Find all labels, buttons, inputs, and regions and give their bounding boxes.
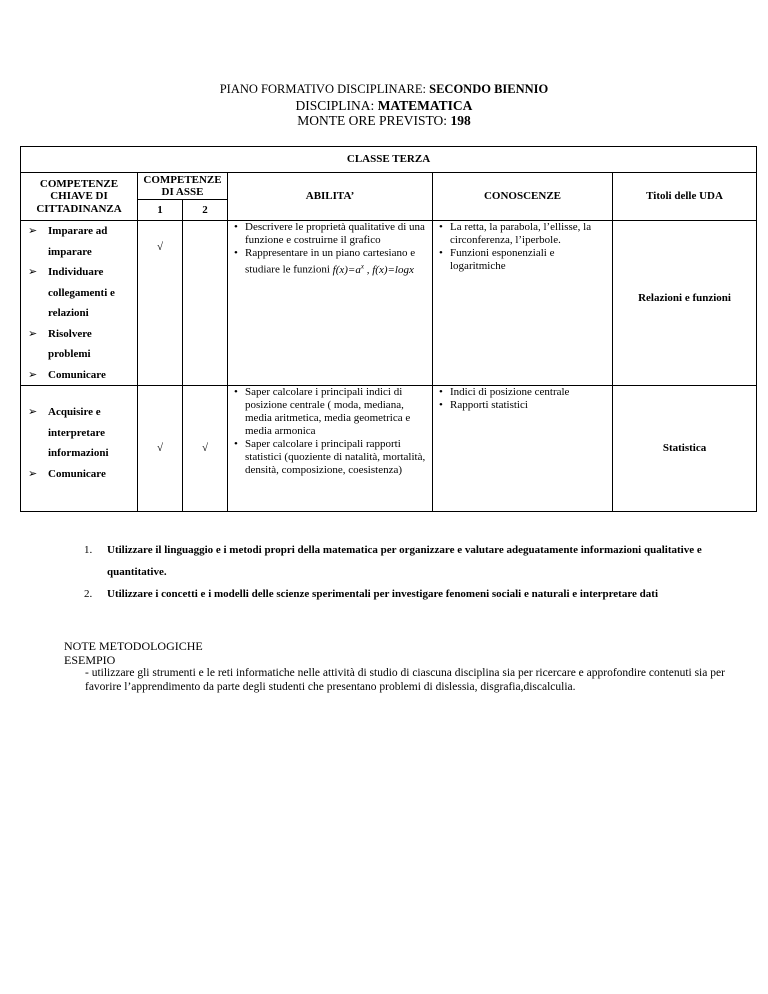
table-row <box>21 386 757 512</box>
competenze-cell <box>21 221 138 386</box>
conoscenze-cell <box>433 221 613 386</box>
abilita-item: • Descrivere le proprietà qualitative di una funzione e costruirne il grafico <box>231 221 429 247</box>
notes-subtitle: ESEMPIO <box>64 652 116 667</box>
abilita-item: • Rappresentare in un piano cartesiano e studiare le funzioni $f(x)=a^x$ , f(x)=logx <box>231 247 429 277</box>
header-line-1: PIANO FORMATIVO DISCIPLINARE: SECONDO BIENNIO <box>219 82 549 96</box>
document-header <box>0 82 768 129</box>
competenza-item: ➢ Comunicare <box>28 467 106 480</box>
check-mark: √ <box>156 241 164 253</box>
list-item: 1. Utilizzare il linguaggio e i metodi propri della matematica per organizzare e valutare adeguatamente informazioni qualitative e quantitative. <box>84 544 702 578</box>
uda-cell <box>613 221 757 386</box>
uda-title: Statistica <box>662 442 707 454</box>
asse-competences-list <box>84 539 744 605</box>
competenza-item: informazioni <box>48 447 109 459</box>
competenza-item: relazioni <box>48 307 89 319</box>
header-competenze-chiave: COMPETENZE CHIAVE DI CITTADINANZA <box>21 173 138 221</box>
check-mark: √ <box>201 442 209 454</box>
competenza-item: ➢ Acquisire e <box>28 406 101 418</box>
header-asse-2: 2 <box>183 200 228 221</box>
conoscenza-item: • Indici di posizione centrale <box>436 386 609 399</box>
conoscenza-item: • Rapporti statistici <box>436 399 609 412</box>
competenza-item: collegamenti e <box>48 286 115 299</box>
competenza-item: interpretare <box>48 426 106 439</box>
uda-cell <box>613 386 757 512</box>
abilita-cell <box>228 221 433 386</box>
competenza-item: imparare <box>48 245 92 258</box>
asse1-cell <box>138 386 183 512</box>
header-asse-1: 1 <box>138 200 183 221</box>
competence-table <box>20 146 757 512</box>
competenza-item: problemi <box>48 348 91 360</box>
asse2-cell <box>183 221 228 386</box>
competenze-cell <box>21 386 138 512</box>
abilita-cell <box>228 386 433 512</box>
notes-title: NOTE METODOLOGICHE <box>64 639 203 653</box>
asse2-cell <box>183 386 228 512</box>
abilita-item: • Saper calcolare i principali indici di posizione centrale ( moda, mediana, media aritmetica, media geometrica e media armonica <box>231 386 429 438</box>
header-line-2: DISCIPLINA: MATEMATICA <box>295 97 473 113</box>
notes-text: - utilizzare gli strumenti e le reti informatiche nelle attività di studio di ciascuna disciplina sia per ricercare e approfondire contenuti sia per favorire l’apprendimento da parte degli studenti che presentano problemi di dislessia, disgrafia,discalculia. <box>85 667 725 693</box>
table-row <box>21 221 757 386</box>
conoscenze-cell <box>433 386 613 512</box>
competenza-item: ➢ Imparare ad <box>28 225 108 237</box>
header-abilita: ABILITA’ <box>228 173 433 221</box>
conoscenza-item: • La retta, la parabola, l’ellisse, la circonferenza, l’iperbole. <box>436 221 609 247</box>
header-uda: Titoli delle UDA <box>613 173 757 221</box>
asse1-cell <box>138 221 183 386</box>
uda-title: Relazioni e funzioni <box>638 291 731 304</box>
conoscenza-item: • Funzioni esponenziali e logaritmiche <box>436 247 609 273</box>
header-line-3: MONTE ORE PREVISTO: 198 <box>297 113 471 128</box>
header-conoscenze: CONOSCENZE <box>433 173 613 221</box>
competenza-item: ➢ Comunicare <box>28 368 106 381</box>
abilita-item: • Saper calcolare i principali rapporti statistici (quoziente di natalità, mortalità, densità, composizione, coesistenza) <box>231 438 429 477</box>
list-item: 2. Utilizzare i concetti e i modelli delle scienze sperimentali per investigare fenomeni sociali e naturali e interpretare dati <box>84 588 658 600</box>
methodological-notes <box>64 640 754 694</box>
competenza-item: ➢ Individuare <box>28 266 104 278</box>
check-mark: √ <box>156 442 164 454</box>
header-competenze-asse: COMPETENZE DI ASSE <box>138 173 228 200</box>
classe-title: CLASSE TERZA <box>21 147 757 173</box>
competenza-item: ➢ Risolvere <box>28 327 92 340</box>
